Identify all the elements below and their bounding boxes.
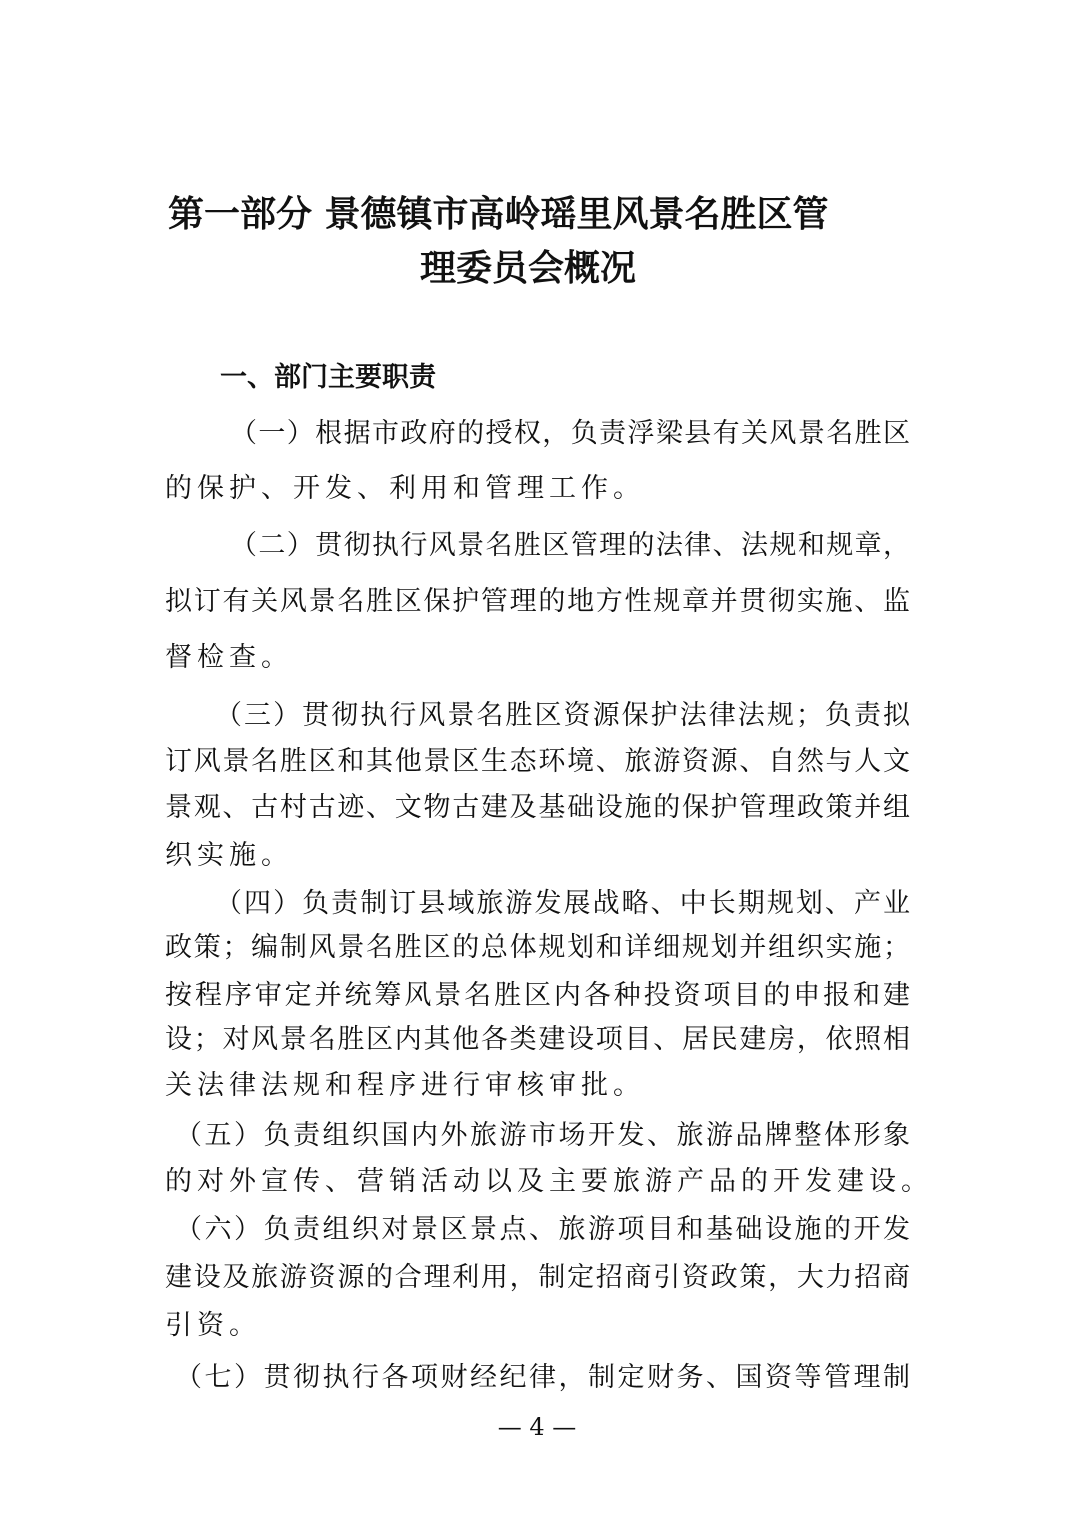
paragraph-line: 设；对风景名胜区内其他各类建设项目、居民建房，依照相 — [165, 1024, 910, 1055]
paragraph-line: （二）贯彻执行风景名胜区管理的法律、法规和规章， — [230, 530, 910, 561]
paragraph-line: （一）根据市政府的授权，负责浮梁县有关风景名胜区 — [230, 418, 910, 449]
page-title-line-1: 第一部分 景德镇市高岭瑶里风景名胜区管 — [168, 193, 829, 235]
paragraph-line: （六）负责组织对景区景点、旅游项目和基础设施的开发 — [175, 1214, 910, 1245]
paragraph-line: 的保护、开发、利用和管理工作。 — [165, 473, 645, 504]
section-heading: 一、部门主要职责 — [220, 362, 436, 393]
paragraph-line: 建设及旅游资源的合理利用，制定招商引资政策，大力招商 — [165, 1262, 910, 1293]
paragraph-line: （四）负责制订县域旅游发展战略、中长期规划、产业 — [215, 888, 910, 919]
paragraph-line: 引资。 — [165, 1310, 261, 1341]
paragraph-line: 景观、古村古迹、文物古建及基础设施的保护管理政策并组 — [165, 792, 910, 823]
page-title-line-2: 理委员会概况 — [420, 247, 637, 289]
paragraph-line: 织实施。 — [165, 840, 293, 871]
paragraph-line: 督检查。 — [165, 642, 293, 673]
paragraph-line: 订风景名胜区和其他景区生态环境、旅游资源、自然与人文 — [165, 746, 910, 777]
paragraph-line: 政策；编制风景名胜区的总体规划和详细规划并组织实施； — [165, 932, 910, 963]
paragraph-line: 拟订有关风景名胜区保护管理的地方性规章并贯彻实施、监 — [165, 586, 910, 617]
paragraph-line: （三）贯彻执行风景名胜区资源保护法律法规；负责拟 — [215, 700, 910, 731]
page-number: — 4 — — [497, 1413, 577, 1441]
paragraph-line: （七）贯彻执行各项财经纪律，制定财务、国资等管理制 — [175, 1362, 910, 1393]
paragraph-line: 关法律法规和程序进行审核审批。 — [165, 1070, 645, 1101]
paragraph-line: 的对外宣传、营销活动以及主要旅游产品的开发建设。 — [165, 1166, 933, 1197]
paragraph-line: 按程序审定并统筹风景名胜区内各种投资项目的申报和建 — [165, 980, 910, 1011]
paragraph-line: （五）负责组织国内外旅游市场开发、旅游品牌整体形象 — [175, 1120, 910, 1151]
